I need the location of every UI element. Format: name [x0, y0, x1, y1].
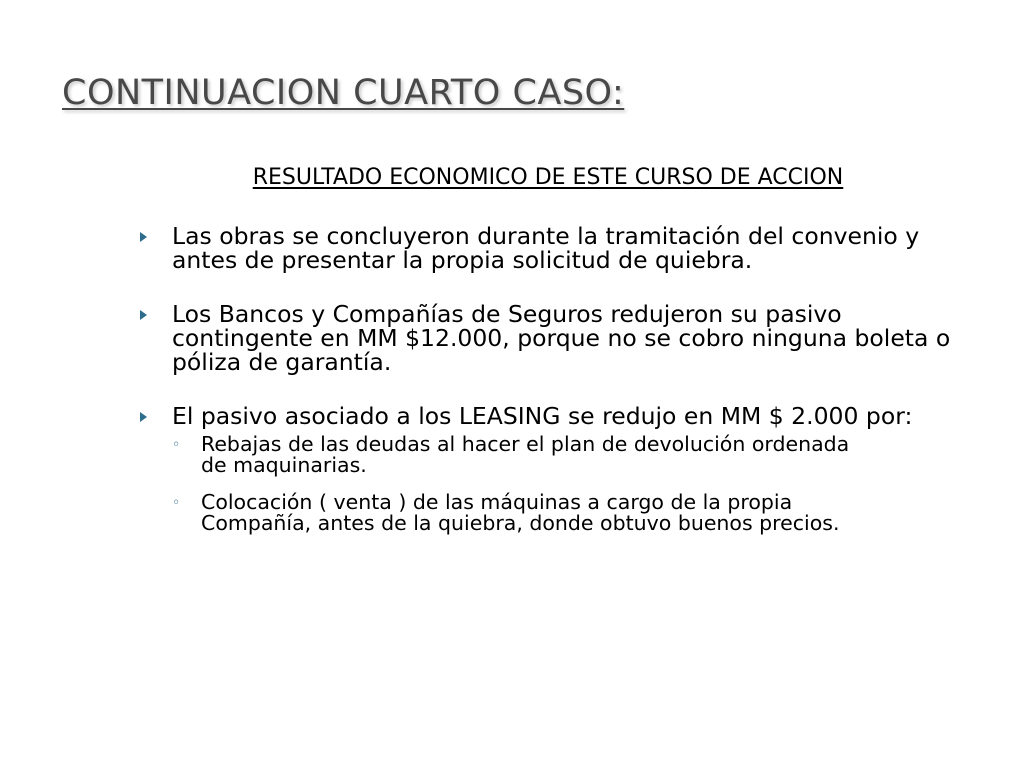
triangle-right-icon: [140, 310, 147, 320]
bullet-list: [138, 224, 960, 564]
sub-bullet-text: Rebajas de las deudas al hacer el plan de devolución ordenada de maquinarias.: [201, 432, 850, 477]
bullet-text: El pasivo asociado a los LEASING se redujo en MM $ 2.000 por:: [172, 402, 913, 430]
sub-bullet-item: [172, 492, 881, 534]
triangle-right-icon: [140, 232, 147, 242]
bullet-text: Los Bancos y Compañías de Seguros redujeron su pasivo contingente en MM $12.000, porque no se cobro ninguna boleta o póliza de garantía.: [172, 300, 951, 376]
triangle-right-icon: [140, 412, 147, 422]
circle-outline-icon: ◦: [172, 437, 181, 453]
bullet-item: [138, 404, 960, 534]
sub-bullet-text: Colocación ( venta ) de las máquinas a cargo de la propia Compañía, antes de la quiebra, donde obtuvo buenos precios.: [201, 490, 840, 535]
slide-title: CONTINUACION CUARTO CASO:: [62, 73, 625, 113]
circle-outline-icon: ◦: [172, 495, 181, 511]
slide-subtitle: RESULTADO ECONOMICO DE ESTE CURSO DE ACCION: [252, 165, 844, 190]
bullet-text: Las obras se concluyeron durante la tramitación del convenio y antes de presentar la propia solicitud de quiebra.: [172, 222, 920, 274]
bullet-item: [138, 302, 960, 374]
sub-bullet-list: [172, 434, 960, 534]
bullet-item: [138, 224, 960, 272]
sub-bullet-item: [172, 434, 881, 476]
